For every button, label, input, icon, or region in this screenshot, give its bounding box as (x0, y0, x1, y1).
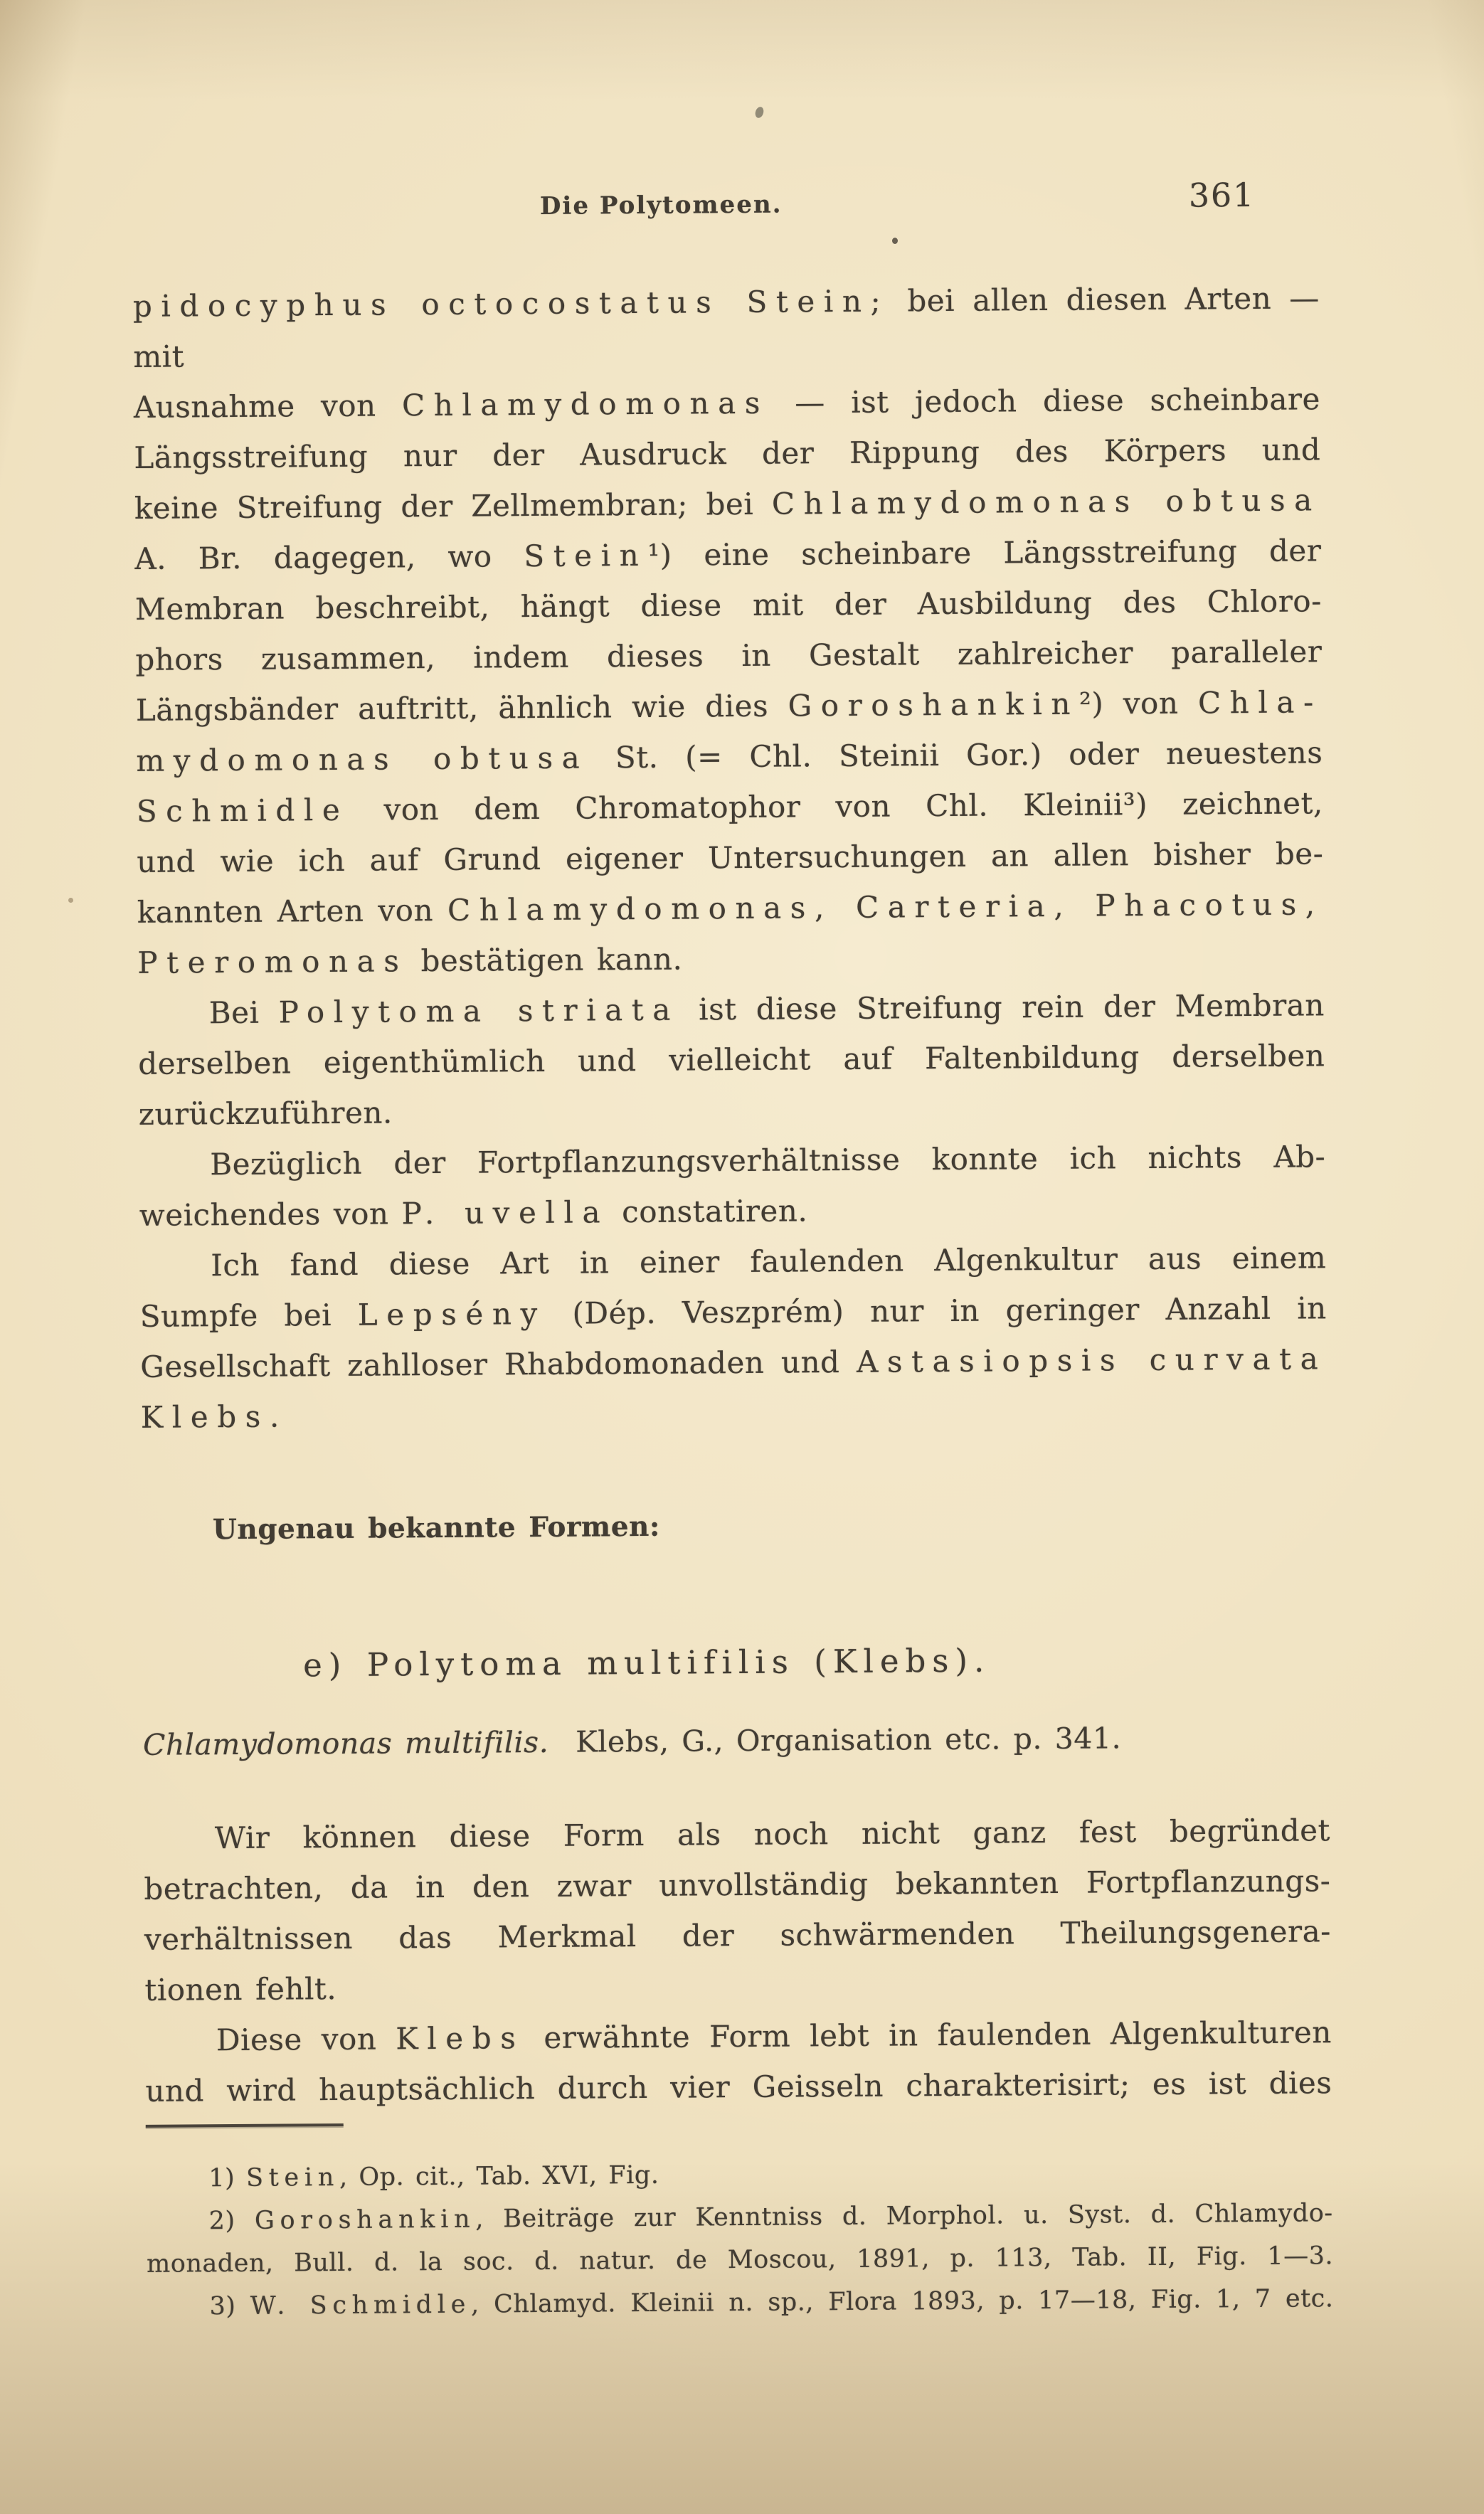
text-line (137, 879, 1324, 938)
text-line (137, 828, 1323, 887)
text-segment: und wie ich auf Grund eigener Untersuchungen an allen bisher be- (137, 836, 1324, 879)
text-segment: weichendes von (139, 1196, 402, 1233)
letterspaced-text: Pteromonas (137, 943, 408, 980)
text-segment: zurückzuführen. (138, 1095, 393, 1132)
text-segment: tionen fehlt. (144, 1971, 337, 2008)
letterspaced-text: Astasiopsis curvata (856, 1341, 1327, 1379)
text-line (139, 1081, 1325, 1140)
block-footnote (146, 2192, 1333, 2286)
text-segment: bestätigen kann. (408, 941, 683, 979)
text-segment: Wir können diese Form als noch nicht ganz fest begründet (214, 1813, 1331, 1856)
text-line (134, 525, 1321, 584)
text-segment: kannten Arten von (137, 892, 448, 930)
letterspaced-text: Stein (524, 537, 648, 574)
text-line (139, 1182, 1326, 1241)
block-synonymy (143, 1712, 1330, 1771)
text-line (134, 424, 1320, 483)
text-segment: Ungenau bekannte Formen: (212, 1510, 660, 1547)
text-segment: A. Br. dagegen, wo (134, 539, 524, 576)
text-line (140, 1333, 1327, 1392)
text-segment: erwähnte Form lebt in faulenden Algenkulturen (524, 2015, 1332, 2056)
text-segment: — ist jedoch diese scheinbare (768, 381, 1321, 420)
text-segment: Sumpfe bei (139, 1297, 358, 1334)
letterspaced-text: Lepsény (357, 1295, 547, 1332)
text-segment: e) Polytoma multifilis (Klebs). (302, 1641, 991, 1685)
text-line (135, 576, 1322, 635)
text-line (140, 1283, 1327, 1342)
letterspaced-text: Goroshankin (788, 686, 1080, 723)
text-segment: monaden, Bull. d. la soc. d. natur. de Moscou, 1891, p. 113, Tab. II, Fig. 1—3. (146, 2242, 1334, 2279)
text-line (144, 1855, 1330, 1914)
letterspaced-text: Polytoma striata (278, 992, 680, 1030)
letterspaced-text: Klebs (396, 2020, 525, 2057)
letterspaced-text: W. Schmidle (250, 2290, 472, 2321)
block-footnote (147, 2277, 1333, 2328)
text-segment: Längsbänder auftritt, ähnlich wie dies (135, 688, 788, 728)
text-segment: ist diese Streifung rein der Membran (679, 987, 1325, 1027)
text-segment: keine Streifung der Zellmembran; bei (134, 486, 773, 526)
text-line (141, 1384, 1327, 1443)
text-line (138, 1030, 1325, 1089)
text-segment: von dem Chromatophor von Chl. Kleinii³) zeichnet, (349, 785, 1323, 827)
letterspaced-text: Goroshankin (254, 2205, 476, 2235)
letterspaced-text: Chlamydomonas (401, 385, 770, 423)
letterspaced-text: Chlamydomonas obtusa (771, 482, 1321, 521)
text-line (144, 1956, 1331, 2015)
text-line (138, 980, 1325, 1039)
letterspaced-text: Klebs. (140, 1399, 289, 1435)
text-segment: Längsstreifung nur der Ausdruck der Rippung des Körpers und (134, 432, 1321, 475)
footnote-rule (146, 2123, 344, 2128)
paper-speck (892, 238, 898, 244)
text-segment: phors zusammen, indem dieses in Gestalt zahlreicher paralleler (135, 634, 1323, 677)
text-line (139, 1232, 1326, 1291)
text-segment: 3) (209, 2291, 250, 2321)
text-segment: Diese von (216, 2021, 396, 2058)
text-segment: constatiren. (608, 1193, 808, 1230)
text-segment: St. (= Chl. Steinii Gor.) oder neuestens (588, 735, 1323, 775)
text-segment: ²) von (1078, 685, 1199, 721)
text-segment: Gesellschaft zahlloser Rhabdomonaden und (140, 1344, 857, 1384)
text-line (133, 272, 1320, 382)
block-para (139, 1131, 1326, 1241)
text-line (147, 2277, 1333, 2328)
text-column (133, 272, 1334, 2328)
text-line (134, 373, 1320, 433)
letterspaced-text: pidocyphus octocostatus Stein; (132, 283, 890, 324)
text-line (145, 2057, 1332, 2116)
text-line (142, 1497, 1328, 1556)
text-line (142, 1634, 1151, 1692)
text-segment: Bezüglich der Fortpflanzungsverhältnisse konnte ich nichts Ab- (210, 1139, 1326, 1182)
text-segment: (Dép. Veszprém) nur in geringer Anzahl in (546, 1290, 1327, 1331)
text-segment: bei allen diesen Arten — mit (133, 280, 1320, 374)
text-line (135, 626, 1322, 685)
text-segment: derselben eigenthümlich und vielleicht auf Faltenbildung derselben (138, 1038, 1325, 1081)
text-segment: verhältnissen das Merkmal der schwärmenden Theilungsgenera- (144, 1914, 1332, 1957)
block-rule (146, 2116, 1332, 2128)
block-heading (142, 1497, 1328, 1556)
letterspaced-text: Chla- (1197, 684, 1323, 721)
block-para (145, 2007, 1332, 2116)
text-line (144, 1906, 1331, 1965)
block-para-spaced (144, 1805, 1332, 2015)
text-line (137, 778, 1323, 837)
text-segment: und wird hauptsächlich durch vier Geisseln charakterisirt; es ist dies (145, 2065, 1332, 2109)
block-species (142, 1633, 1329, 1692)
text-segment: , Op. cit., Tab. XVI, Fig. (339, 2160, 659, 2192)
text-line (144, 1805, 1330, 1864)
block-para (138, 980, 1325, 1140)
text-segment: betrachten, da in den zwar unvollständig bekannten Fortpflanzungs- (144, 1863, 1331, 1906)
text-line (136, 677, 1323, 736)
block-para (139, 1232, 1327, 1443)
letterspaced-text: Chlamydomonas, Carteria, Phacotus, (447, 886, 1324, 928)
block-para (133, 272, 1325, 988)
text-line (134, 474, 1321, 534)
text-line (136, 727, 1323, 786)
text-segment: , Beiträge zur Kenntniss d. Morphol. u. Syst. d. Chlamydo- (475, 2199, 1333, 2234)
letterspaced-text: Schmidle (136, 792, 349, 829)
letterspaced-text: mydomonas obtusa (136, 740, 589, 778)
paper-speck (68, 898, 73, 903)
text-line (143, 1712, 1330, 1771)
text-line (139, 1131, 1325, 1190)
page-number: 361 (1188, 175, 1256, 215)
text-line (145, 2007, 1332, 2066)
letterspaced-text: Stein (245, 2163, 340, 2192)
letterspaced-text: P. uvella (401, 1194, 610, 1231)
italic-text: Chlamydomonas multifilis. (142, 1724, 549, 1762)
text-segment: Ich fand diese Art in einer faulenden Algenkultur aus einem (211, 1240, 1327, 1283)
text-segment: Klebs, G., Organisation etc. p. 341. (575, 1721, 1122, 1759)
text-segment: Bei (208, 995, 279, 1031)
text-segment: Ausnahme von (133, 388, 403, 425)
text-segment: 2) (208, 2206, 255, 2236)
text-segment: 1) (208, 2163, 247, 2193)
running-title: Die Polytomeen. (539, 190, 783, 221)
text-segment: ¹) eine scheinbare Längsstreifung der (647, 533, 1322, 573)
text-line (137, 929, 1324, 988)
text-segment: , Chlamyd. Kleinii n. sp., Flora 1893, p. 17—18, Fig. 1, 7 etc. (470, 2284, 1334, 2319)
text-segment: Membran beschreibt, hängt diese mit der Ausbildung des Chloro- (134, 583, 1322, 627)
